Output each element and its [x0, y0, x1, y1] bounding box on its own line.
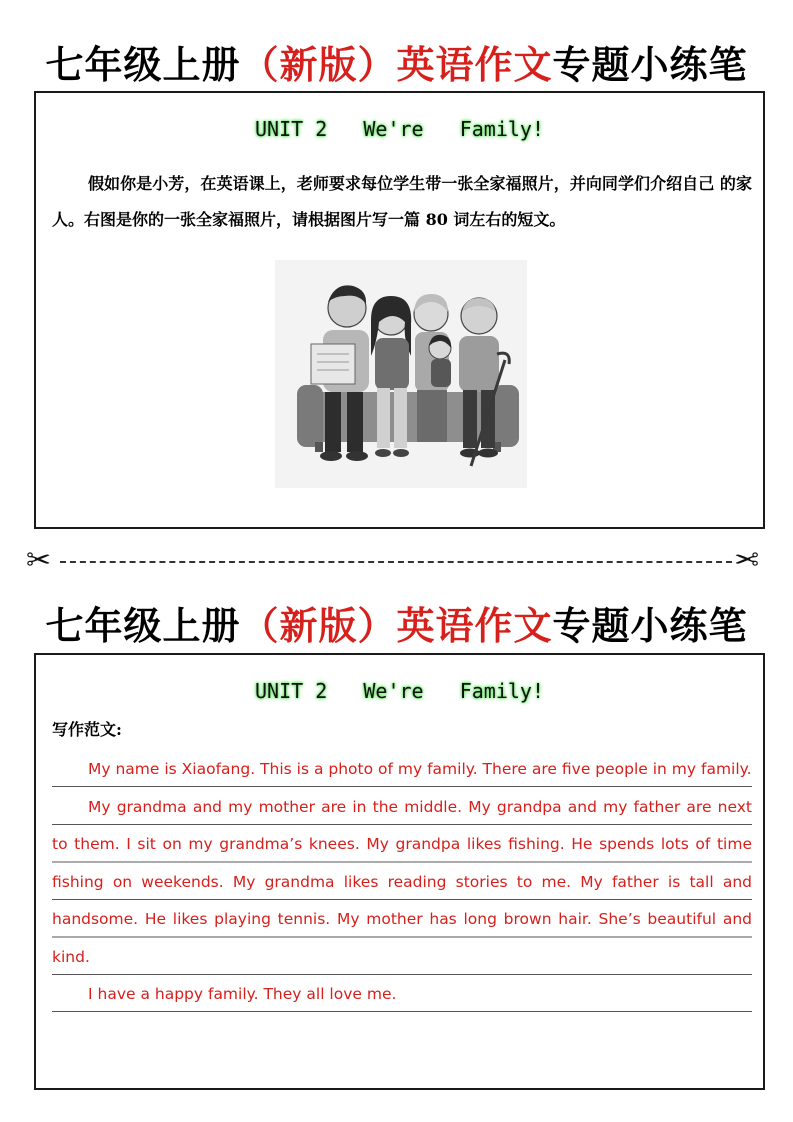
title-part-subject: 专题小练笔 — [552, 604, 748, 648]
page-title-repeat — [0, 601, 793, 651]
page-title — [0, 40, 793, 90]
title-part-subject: 专题小练笔 — [552, 43, 748, 87]
title-part-edition: （新版）英语作文 — [240, 43, 553, 87]
essay-paragraph: My grandma and my mother are in the middle. My grandpa and my father are next to them. I sit on my grandma’s knees. My grandpa likes fishing. He spends lots of time fishing on weekends. My grandma likes reading stories to me. My father is tall and handsome. He likes playing tennis. My mother has long brown hair. She’s beautiful and kind. — [52, 789, 752, 977]
sample-essay — [52, 751, 752, 1014]
writing-prompt: 假如你是小芳，在英语课上，老师要求每位学生带一张全家福照片，并向同学们介绍自己 的家人。右图是你的一张全家福照片，请根据图片写一篇 80 词左右的短文。 — [52, 174, 752, 229]
unit-heading: UNIT 2 We're Family! — [255, 117, 544, 141]
family-photo-illustration — [275, 260, 527, 488]
essay-paragraph: I have a happy family. They all love me. — [52, 976, 752, 1014]
scissors-icon: ✂ — [26, 543, 52, 578]
cut-line-divider — [60, 561, 732, 563]
unit-heading: UNIT 2 We're Family! — [255, 679, 544, 703]
prompt-box — [34, 91, 765, 529]
title-part-edition: （新版）英语作文 — [240, 604, 553, 648]
essay-paragraph: My name is Xiaofang. This is a photo of my family. There are five people in my family. — [52, 751, 752, 789]
scissors-icon: ✂ — [734, 543, 760, 578]
title-part-grade: 七年级上册 — [45, 43, 241, 87]
title-part-grade: 七年级上册 — [45, 604, 241, 648]
sample-essay-label: 写作范文: — [52, 720, 122, 739]
sample-essay-box — [34, 653, 765, 1090]
